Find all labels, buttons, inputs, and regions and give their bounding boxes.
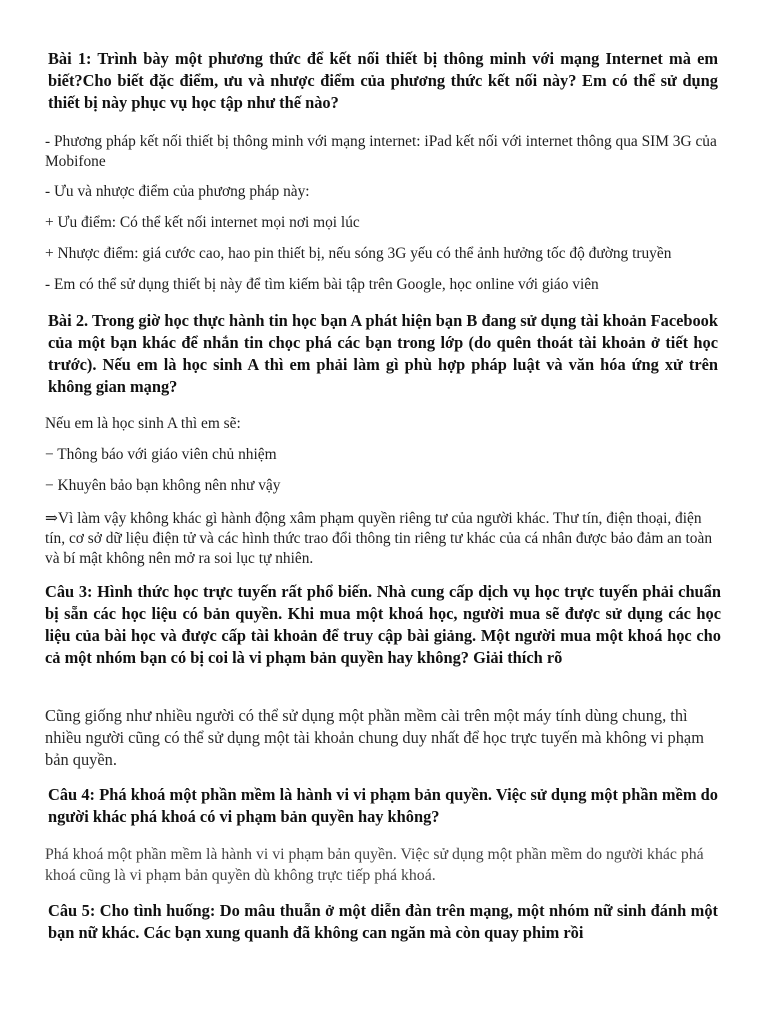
bai1-answer-4: + Nhược điểm: giá cước cao, hao pin thiết bị, nếu sóng 3G yếu có thể ảnh hưởng tốc độ đường truyền	[45, 245, 672, 262]
bai1-answer-3: + Ưu điểm: Có thể kết nối internet mọi nơi mọi lúc	[45, 214, 360, 231]
bai1-question: Bài 1: Trình bày một phương thức để kết nối thiết bị thông minh với mạng Internet mà em biết?Cho biết đặc điểm, ưu và nhược điểm của phương thức kết nối này? Em có thể sử dụng thiết bị này phục vụ học tập như thế nào?	[48, 49, 718, 112]
bai2-question: Bài 2. Trong giờ học thực hành tin học bạn A phát hiện bạn B đang sử dụng tài khoản Facebook của một bạn khác để nhắn tin chọc phá các bạn trong lớp (do quên thoát tài khoản ở tiết học trước). Nếu em là học sinh A thì em phải làm gì phù hợp pháp luật và văn hóa ứng xử trên không gian mạng?	[48, 311, 718, 396]
bai2-answer-3: − Khuyên bảo bạn không nên như vậy	[45, 477, 281, 494]
bai2-answer-4: ⇒Vì làm vậy không khác gì hành động xâm phạm quyền riêng tư của người khác. Thư tín, điện thoại, điện tín, cơ sở dữ liệu điện tử và các hình thức trao đổi thông tin riêng tư khác của cá nhân được bảo đảm an toàn và bí mật không nên mở ra soi lục tự nhiên.	[45, 510, 713, 567]
cau3-question: Câu 3: Hình thức học trực tuyến rất phổ biến. Nhà cung cấp dịch vụ học trực tuyến phải chuẩn bị sẵn các học liệu có bản quyền. Khi mua một khoá học, người mua sẽ được sử dụng các học liệu của bài học và được cấp tài khoản để truy cập bài giảng. Một người mua một khoá học cho cả một nhóm bạn có bị coi là vi phạm bản quyền hay không? Giải thích rõ	[45, 582, 721, 667]
cau4-question: Câu 4: Phá khoá một phần mềm là hành vi vi phạm bản quyền. Việc sử dụng một phần mềm do người khác phá khoá có vi phạm bản quyền hay không?	[48, 785, 718, 826]
bai1-answer-1: - Phương pháp kết nối thiết bị thông minh với mạng internet: iPad kết nối với internet thông qua SIM 3G của Mobifone	[45, 133, 717, 170]
cau5-question: Câu 5: Cho tình huống: Do mâu thuẫn ở một diễn đàn trên mạng, một nhóm nữ sinh đánh một bạn nữ khác. Các bạn xung quanh đã không can ngăn mà còn quay phim rồi	[48, 901, 718, 942]
bai2-answer-2: − Thông báo với giáo viên chủ nhiệm	[45, 446, 277, 463]
cau4-answer: Phá khoá một phần mềm là hành vi vi phạm bản quyền. Việc sử dụng một phần mềm do người khác phá khoá cũng là vi phạm bản quyền dù không trực tiếp phá khoá.	[45, 846, 704, 884]
bai1-answer-5: - Em có thể sử dụng thiết bị này để tìm kiếm bài tập trên Google, học online với giáo viên	[45, 276, 599, 293]
bai2-answer-1: Nếu em là học sinh A thì em sẽ:	[45, 415, 241, 432]
cau3-answer: Cũng giống như nhiều người có thể sử dụng một phần mềm cài trên một máy tính dùng chung, thì nhiều người cũng có thể sử dụng một tài khoản chung duy nhất để học trực tuyến mà không vi phạm bản quyền.	[45, 706, 704, 769]
bai1-answer-2: - Ưu và nhược điểm của phương pháp này:	[45, 183, 310, 200]
